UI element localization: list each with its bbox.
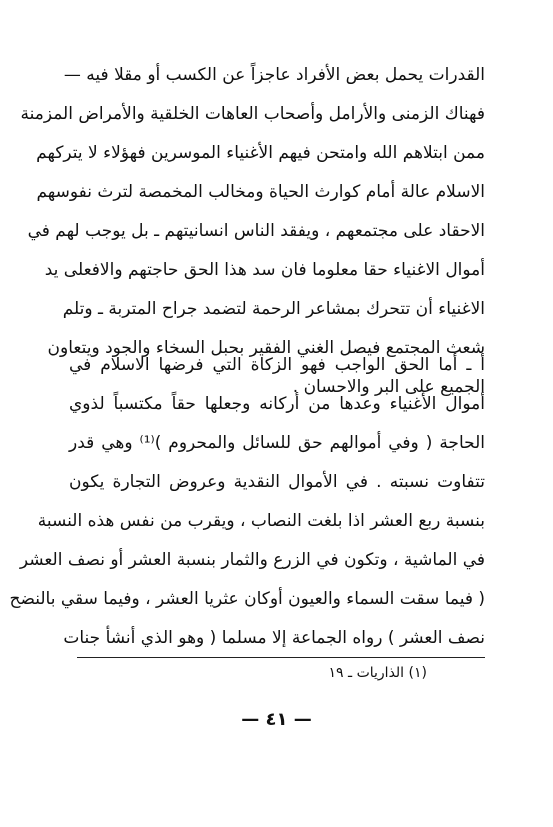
text-line: الجميع على البر والاحسان . xyxy=(292,377,485,397)
text-line: ممن ابتلاهم الله وامتحن فيهم الأغنياء الموسرين فهؤلاء لا يتركهم xyxy=(36,143,485,163)
text-line: تتفاوت نسبته . في الأموال النقدية وعروض التجارة يكون xyxy=(69,472,485,492)
text-line: أموال الاغنياء حقا معلوما فان سد هذا الحق حاجتهم والافعلى يد xyxy=(44,260,485,280)
footnote: (١) الذاريات ـ ١٩ xyxy=(328,665,427,681)
text-line: الاغنياء أن تتحرك بمشاعر الرحمة لتضمد جراح المتربة ـ وتلم xyxy=(62,299,485,319)
text-line: الحاجة ( وفي أموالهم حق للسائل والمحروم )⁽¹⁾ وهي قدر xyxy=(69,433,485,453)
paragraph-2 xyxy=(9,346,485,658)
text-line: أ ـ أما الحق الواجب فهو الزكاة التي فرضها الاسلام في xyxy=(69,355,485,375)
text-line: ( فيما سقت السماء والعيون أوكان عثريا العشر ، وفيما سقي بالنضح xyxy=(9,589,485,609)
text-line: نصف العشر ) رواه الجماعة إلا مسلما ( وهو الذي أنشأ جنات xyxy=(63,628,485,648)
text-line: الاسلام عالة أمام كوارث الحياة ومخالب المخمصة لترث نفوسهم xyxy=(36,182,485,202)
text-line: أموال الأغنياء وعدها من أركانه وجعلها حقاً مكتسباً لذوي xyxy=(69,394,485,414)
text-line: فهناك الزمنى والأرامل وأصحاب العاهات الخلقية والأمراض المزمنة xyxy=(20,104,485,124)
footnote-divider xyxy=(77,657,485,658)
text-line: في الماشية ، وتكون في الزرع والثمار بنسبة العشر أو نصف العشر xyxy=(19,550,485,570)
text-line: شعث المجتمع فيصل الغني الفقير بحبل السخاء والجود ويتعاون xyxy=(47,338,485,358)
page-number: — ٤١ — xyxy=(241,709,312,730)
text-line: القدرات يحمل بعض الأفراد عاجزاً عن الكسب أو مقلا فيه — xyxy=(63,65,485,85)
text-line: بنسبة ربع العشر اذا بلغت النصاب ، ويقرب من نفس هذه النسبة xyxy=(37,511,485,531)
text-line: الاحقاد على مجتمعهم ، ويفقد الناس انسانيتهم ـ بل يوجب لهم في xyxy=(27,221,485,241)
